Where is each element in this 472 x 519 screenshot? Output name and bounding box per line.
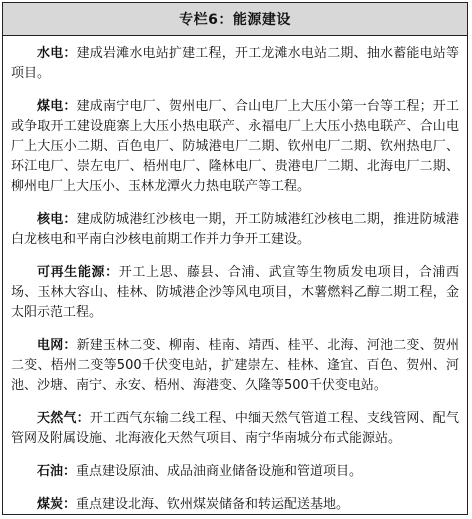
section-label: 煤炭： bbox=[37, 497, 77, 512]
section-text: 开工上思、藤县、合浦、武宣等生物质发电项目，合浦西场、玉林大容山、桂林、防城港企沙等风电项目，木薯燃料乙醇二期工程，金太阳示范工程。 bbox=[11, 265, 459, 320]
section-text: 建成岩滩水电站扩建工程，开工龙滩水电站二期、抽水蓄能电站等项目。 bbox=[11, 46, 459, 81]
section-label: 石油： bbox=[37, 464, 77, 479]
section-label: 天然气： bbox=[37, 411, 90, 426]
section-coal-power bbox=[11, 97, 459, 197]
column-content bbox=[3, 36, 467, 515]
section-natural-gas bbox=[11, 409, 459, 449]
section-label: 煤电： bbox=[37, 99, 77, 114]
section-text: 重点建设原油、成品油商业储备设施和管道项目。 bbox=[76, 464, 363, 479]
section-text: 新建玉林二变、柳南、桂南、靖西、桂平、北海、河池二变、贺州二变、梧州二变等500千伏变电站，扩建崇左、桂林、逢宜、百色、贺州、河池、沙塘、南宁、永安、梧州、海港变、久隆等500千伏变电站。 bbox=[11, 338, 459, 393]
section-text: 建成防城港红沙核电一期，开工防城港红沙核电二期，推进防城港白龙核电和平南白沙核电前期工作并力争开工建设。 bbox=[11, 212, 459, 247]
section-nuclear-power bbox=[11, 210, 459, 250]
energy-column-box bbox=[2, 2, 468, 515]
section-power-grid bbox=[11, 336, 459, 396]
column-title: 专栏6：能源建设 bbox=[3, 3, 467, 36]
section-renewable-energy bbox=[11, 263, 459, 323]
section-coal bbox=[11, 495, 459, 515]
section-label: 水电： bbox=[37, 46, 77, 61]
section-hydropower bbox=[11, 44, 459, 84]
section-label: 可再生能源： bbox=[37, 265, 119, 280]
section-petroleum bbox=[11, 462, 459, 482]
section-label: 电网： bbox=[37, 338, 77, 353]
section-text: 开工西气东输二线工程、中缅天然气管道工程、支线管网、配气管网及附属设施、北海液化天然气项目、南宁华南城分布式能源站。 bbox=[11, 411, 459, 446]
section-label: 核电： bbox=[37, 212, 77, 227]
section-text: 重点建设北海、钦州煤炭储备和转运配送基地。 bbox=[76, 497, 350, 512]
section-text: 建成南宁电厂、贺州电厂、合山电厂上大压小第一台等工程；开工或争取开工建设鹿寨上大压小热电联产、永福电厂上大压小热电联产、合山电厂上大压小二期、百色电厂、防城港电厂二期、钦州电厂二期、钦州热电厂、环江电厂、崇左电厂、梧州电厂、隆林电厂、贵港电厂二期、北海电厂二期、柳州电厂上大压小、玉林龙潭火力热电联产等工程。 bbox=[11, 99, 459, 194]
